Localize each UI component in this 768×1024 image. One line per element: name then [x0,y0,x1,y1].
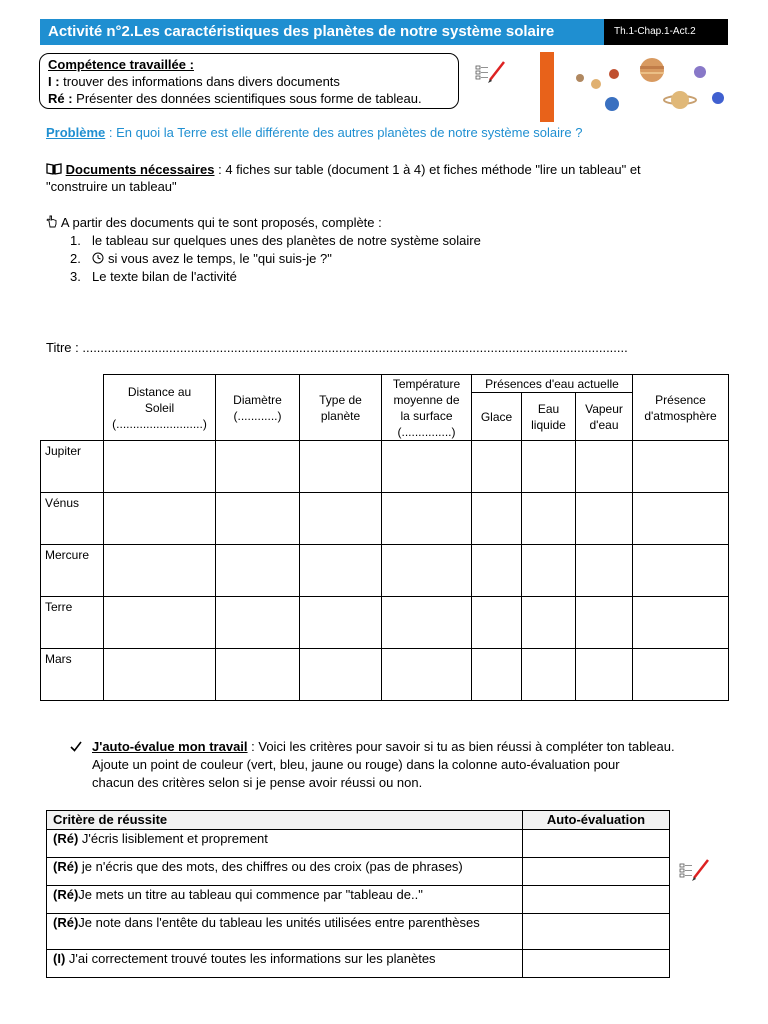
table-cell[interactable] [300,649,382,701]
instruction-item: 3. Le texte bilan de l'activité [70,269,237,284]
planet-name: Mars [41,649,104,701]
table-cell[interactable] [522,441,576,493]
competence-i-label: I : [48,74,60,89]
probleme-label: Problème [46,125,106,140]
table-cell[interactable] [300,493,382,545]
pencil-checklist-icon [678,856,714,886]
table-cell[interactable] [104,441,216,493]
header-glace: Glace [472,393,522,441]
table-cell[interactable] [633,649,729,701]
table-row [41,493,729,545]
eval-table [46,810,670,978]
table-cell[interactable] [633,441,729,493]
table-row [47,914,670,950]
table-cell[interactable] [104,493,216,545]
table-row [47,858,670,886]
header-eau-liquide: Eau liquide [522,393,576,441]
table-cell[interactable] [633,597,729,649]
eval-cell[interactable] [523,950,670,978]
eval-header-critere: Critère de réussite [47,811,523,830]
autoeval [70,738,750,792]
page-title: Activité n°2.Les caractéristiques des planètes de notre système solaire [40,19,604,45]
table-row [41,441,729,493]
competence-i-text: trouver des informations dans divers documents [59,74,340,89]
probleme-text: : En quoi la Terre est elle différente des autres planètes de notre système solaire ? [105,125,583,140]
clock-icon [92,252,104,264]
competence-re-label: Ré : [48,91,73,106]
book-icon [46,163,62,175]
eval-cell[interactable] [523,858,670,886]
instruction-item: 1. le tableau sur quelques unes des planètes de notre système solaire [70,233,481,248]
table-cell[interactable] [576,545,633,597]
planet-name: Jupiter [41,441,104,493]
table-cell[interactable] [104,597,216,649]
table-cell[interactable] [300,545,382,597]
title-bar [40,19,728,45]
competence-re-text: Présenter des données scientifiques sous forme de tableau. [72,91,422,106]
table-cell[interactable] [382,545,472,597]
table-cell[interactable] [472,545,522,597]
table-cell[interactable] [472,493,522,545]
table-cell[interactable] [633,493,729,545]
planet-name: Mercure [41,545,104,597]
table-row [41,545,729,597]
table-row [41,597,729,649]
table-cell[interactable] [382,649,472,701]
header-atmosphere: Présence d'atmosphère [633,375,729,441]
table-cell[interactable] [576,493,633,545]
header-presences: Présences d'eau actuelle [472,375,633,393]
documents [46,161,736,195]
documents-text1: : 4 fiches sur table (document 1 à 4) et fiches méthode "lire un tableau" et [214,162,641,177]
competence-title: Compétence travaillée : [48,57,194,72]
table-cell[interactable] [300,441,382,493]
table-cell[interactable] [576,441,633,493]
competence-box [39,53,459,109]
autoeval-line1: : Voici les critères pour savoir si tu as bien réussi à compléter ton tableau. [247,739,675,754]
documents-label: Documents nécessaires [65,162,215,177]
table-cell[interactable] [522,597,576,649]
planet-name: Vénus [41,493,104,545]
autoeval-line2: Ajoute un point de couleur (vert, bleu, jaune ou rouge) dans la colonne auto-évaluation pour [92,757,620,772]
table-cell[interactable] [633,545,729,597]
eval-critere: (Ré)Je note dans l'entête du tableau les unités utilisées entre parenthèses [47,914,523,950]
eval-cell[interactable] [523,886,670,914]
eval-critere: (Ré) J'écris lisiblement et proprement [47,830,523,858]
eval-cell[interactable] [523,830,670,858]
table-cell[interactable] [576,597,633,649]
table-row [47,830,670,858]
pencil-checklist-icon [474,58,510,88]
eval-cell[interactable] [523,914,670,950]
table-cell[interactable] [216,545,300,597]
solar-system-image [540,52,728,122]
table-row [41,649,729,701]
titre-line[interactable]: Titre : ....................................................................................................................................................... [46,340,628,355]
table-cell[interactable] [522,493,576,545]
instructions [46,214,646,286]
table-cell[interactable] [522,649,576,701]
table-cell[interactable] [216,649,300,701]
planets-table [40,374,729,701]
documents-text2: "construire un tableau" [46,179,177,194]
table-row [47,950,670,978]
header-temperature: Température moyenne de la surface (...............) [382,375,472,441]
table-cell[interactable] [472,649,522,701]
header-distance: Distance au Soleil (..........................) [104,375,216,441]
hand-pointer-icon [46,215,58,228]
table-cell[interactable] [300,597,382,649]
header-diametre: Diamètre (............) [216,375,300,441]
eval-critere: (Ré) je n'écris que des mots, des chiffres ou des croix (pas de phrases) [47,858,523,886]
header-vapeur: Vapeur d'eau [576,393,633,441]
eval-header-autoeval: Auto-évaluation [523,811,670,830]
chapter-ref: Th.1-Chap.1-Act.2 [604,19,728,45]
instruction-item: 2. si vous avez le temps, le "qui suis-je ?" [70,251,332,266]
table-cell[interactable] [216,493,300,545]
table-cell[interactable] [104,545,216,597]
autoeval-label: J'auto-évalue mon travail [92,739,248,754]
probleme [46,125,582,140]
header-type: Type de planète [300,375,382,441]
table-cell[interactable] [472,441,522,493]
table-cell[interactable] [472,597,522,649]
table-cell[interactable] [576,649,633,701]
instructions-intro: A partir des documents qui te sont proposés, complète : [60,215,382,230]
check-icon [70,741,82,752]
table-cell[interactable] [216,597,300,649]
competence-re [48,90,450,107]
eval-critere: (I) J'ai correctement trouvé toutes les informations sur les planètes [47,950,523,978]
corner-cell [41,375,104,441]
competence-i [48,73,450,90]
table-cell[interactable] [382,493,472,545]
table-cell[interactable] [104,649,216,701]
autoeval-line3: chacun des critères selon si je pense avoir réussi ou non. [92,775,423,790]
eval-critere: (Ré)Je mets un titre au tableau qui commence par "tableau de.." [47,886,523,914]
planet-name: Terre [41,597,104,649]
table-cell[interactable] [522,545,576,597]
table-cell[interactable] [382,441,472,493]
table-cell[interactable] [382,597,472,649]
table-row [47,886,670,914]
table-cell[interactable] [216,441,300,493]
